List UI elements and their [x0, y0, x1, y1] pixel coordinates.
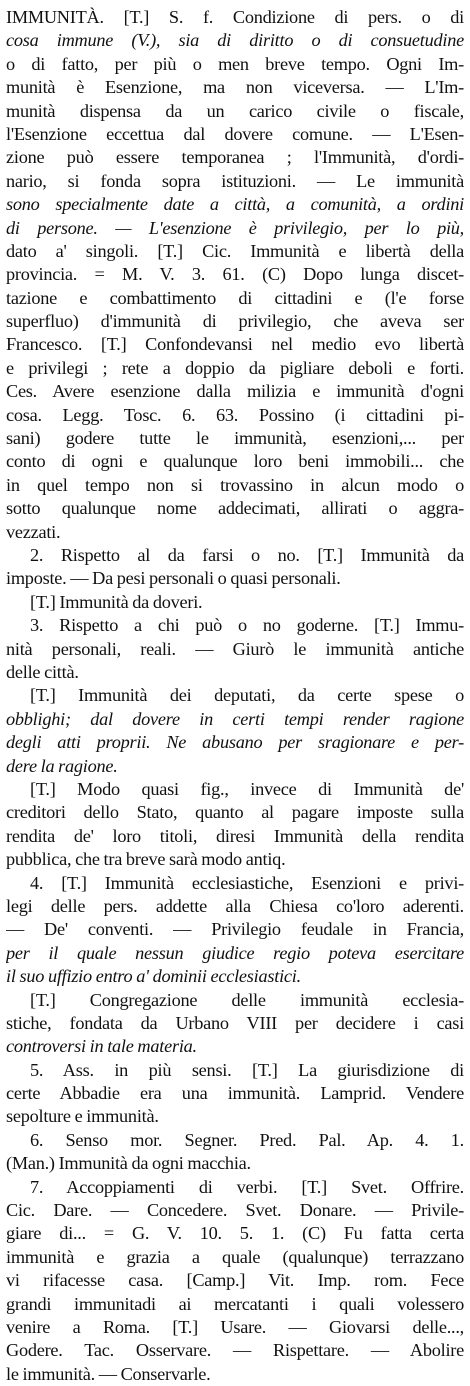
entry-line: le immunità. — Conservarle.: [6, 1363, 211, 1384]
entry-line: pubblica, che tra breve sarà modo antiq.: [6, 849, 286, 870]
entry-line: creditori dello Stato, quanto al pagare imposte sulla: [6, 802, 464, 823]
entry-line: cosa. Legg. Tosc. 6. 63. Possino (i cittadini pi-: [6, 404, 464, 425]
entry-line: conto di ogni e qualunque loro beni immobili... che: [6, 451, 464, 472]
entry-line: Godere. Tac. Osservare. — Rispettare. — Abolire: [6, 1340, 464, 1361]
entry-line: rendita de' loro titoli, diresi Immunità della rendita: [6, 825, 464, 846]
entry-line: il suo uffizio entro a' dominii ecclesiastici.: [6, 966, 301, 987]
entry-line: — De' conventi. — Privilegio feudale in Francia,: [6, 919, 464, 940]
entry-line: cosa immune (V.), sia di diritto o di consuetudine: [6, 30, 464, 51]
entry-line: vezzati.: [6, 521, 61, 542]
entry-line: provincia. = M. V. 3. 61. (C) Dopo lunga discet-: [6, 264, 464, 285]
entry-line: munità dispensa da un carico civile o fiscale,: [6, 100, 464, 121]
entry-line: nario, si fonda sopra istituzioni. — Le immunità: [6, 170, 464, 191]
entry-line: immunità e grazia a quale (qualunque) terrazzano: [6, 1246, 464, 1267]
entry-line: stiche, fondata da Urbano VIII per decidere i casi: [6, 1012, 464, 1033]
entry-line: sepolture e immunità.: [6, 1106, 159, 1127]
entry-line: grandi immunitadi ai mercatanti i quali volessero: [6, 1293, 464, 1314]
entry-line: zione può essere temporanea ; l'Immunità, d'ordi-: [6, 147, 464, 168]
entry-line: giare di... = G. V. 10. 5. 1. (C) Fu fatta certa: [6, 1223, 464, 1244]
entry-line: di persone. — L'esenzione è privilegio, per lo più,: [6, 217, 464, 238]
entry-line: tazione e combattimento di cittadini e (l'e forse: [6, 287, 464, 308]
sense-3-line: 3. Rispetto a chi può o no goderne. [T.] Immu-: [30, 615, 464, 636]
entry-line: venire a Roma. [T.] Usare. — Giovarsi delle...,: [6, 1317, 464, 1338]
entry-line: in quel tempo non si trovassino in alcun modo o: [6, 474, 464, 495]
entry-line: sani) godere tutte le immunità, esenzioni,... per: [6, 428, 464, 449]
entry-line: l'Esenzione eccettua dal dovere comune. — L'Esen-: [6, 123, 464, 144]
entry-line: per il quale nessun giudice regio poteva esercitare: [6, 942, 464, 963]
entry-line: sotto qualunque nome addecimati, allirati o aggra-: [6, 498, 464, 519]
entry-line: nità personali, reali. — Giurò le immunità antiche: [6, 638, 464, 659]
sense-2-line: 2. Rispetto al da farsi o no. [T.] Immunità da: [30, 545, 464, 565]
entry-line: o di fatto, per più o men breve tempo. Ogni Im-: [6, 53, 464, 74]
entry-line: superfluo) d'immunità di privilegio, che aveva ser: [6, 311, 464, 332]
entry-line: certe Abbadie era una immunità. Lamprid. Vendere: [6, 1083, 464, 1104]
entry-line: imposte. — Da pesi personali o quasi personali.: [6, 568, 341, 589]
entry-line: obblighi; dal dovere in certi tempi render ragione: [6, 708, 464, 729]
sense-4-line: 4. [T.] Immunità ecclesiastiche, Esenzioni e privi-: [30, 872, 464, 893]
sense-6-line: 6. Senso mor. Segner. Pred. Pal. Ap. 4. 1.: [30, 1129, 464, 1150]
entry-line: Ces. Avere esenzione dalla milizia e immunità d'ogni: [6, 381, 464, 402]
entry-line: [T.] Modo quasi fig., invece di Immunità de': [30, 778, 464, 799]
entry-line: vi rifacesse casa. [Camp.] Vit. Imp. rom. Fece: [6, 1270, 464, 1291]
sense-7-line: 7. Accoppiamenti di verbi. [T.] Svet. Offrire.: [30, 1176, 464, 1197]
entry-line: IMMUNITÀ. [T.] S. f. Condizione di pers. o di: [6, 7, 464, 27]
entry-line: munità è Esenzione, ma non viceversa. — L'Im-: [6, 77, 464, 98]
entry-line: legi delle pers. addette alla Chiesa co'loro aderenti.: [6, 895, 464, 916]
entry-line: degli atti proprii. Ne abusano per sragionare e per-: [6, 732, 464, 753]
entry-line: Francesco. [T.] Confondevansi nel medio evo libertà: [6, 334, 464, 355]
entry-line: controversi in tale materia.: [6, 1036, 197, 1057]
entry-line: (Man.) Immunità da ogni macchia.: [6, 1153, 251, 1174]
entry-line: [T.] Immunità dei deputati, da certe spese o: [30, 685, 464, 706]
entry-line: [T.] Immunità da doveri.: [30, 591, 203, 612]
entry-line: dato a' singoli. [T.] Cic. Immunità e libertà della: [6, 240, 464, 261]
entry-line: [T.] Congregazione delle immunità ecclesia-: [30, 989, 464, 1010]
sense-5-line: 5. Ass. in più sensi. [T.] La giurisdizione di: [30, 1059, 464, 1080]
entry-line: sono specialmente date a città, a comunità, a ordini: [6, 194, 464, 215]
entry-line: Cic. Dare. — Concedere. Svet. Donare. — Privile-: [6, 1200, 464, 1221]
entry-line: delle città.: [6, 661, 79, 682]
entry-line: dere la ragione.: [6, 755, 118, 776]
entry-line: e privilegi ; rete a doppio da pigliare deboli e forti.: [6, 357, 464, 378]
